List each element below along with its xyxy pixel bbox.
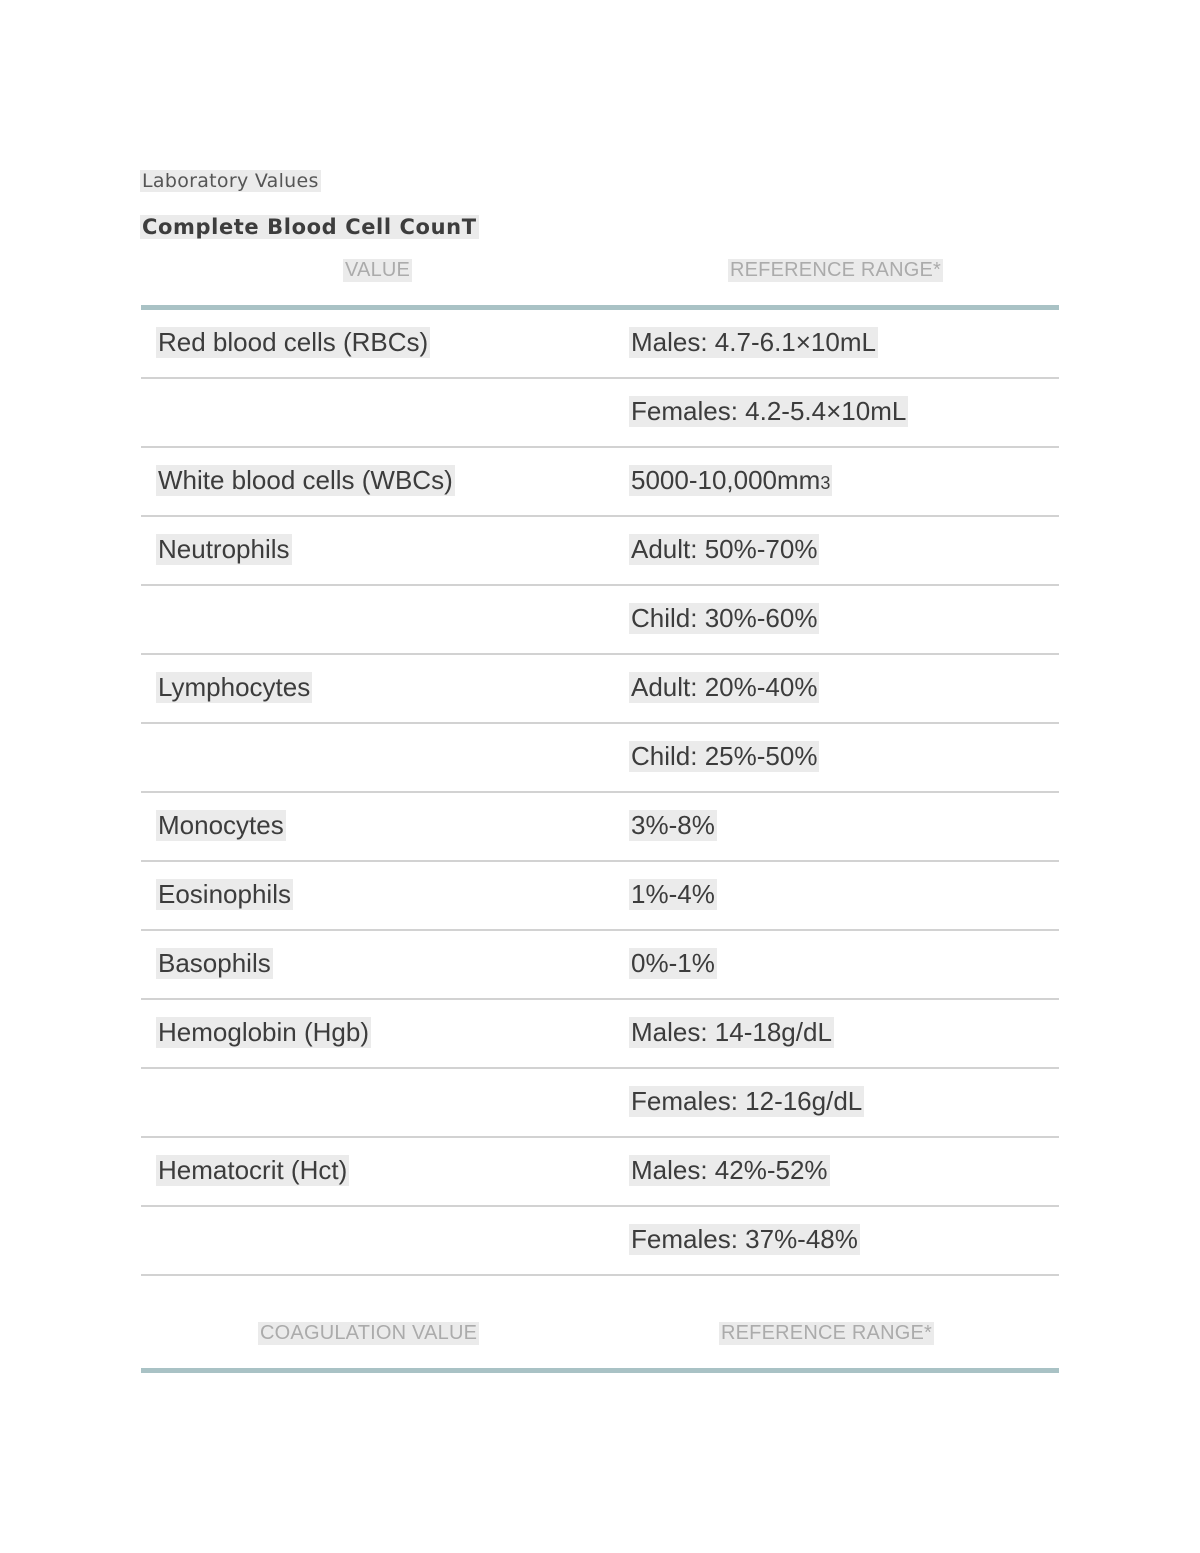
reference-range-column-header: REFERENCE RANGE* xyxy=(730,259,942,281)
reference-range: Females: 37%-48% xyxy=(631,1224,858,1254)
reference-range: Males: 14-18g/dL xyxy=(631,1017,832,1047)
reference-range-exponent: 3 xyxy=(820,473,831,493)
value-column-header: VALUE xyxy=(345,259,411,281)
lab-value-name: Red blood cells (RBCs) xyxy=(158,327,429,357)
table-row xyxy=(141,379,1059,448)
reference-range: Adult: 20%-40% xyxy=(631,672,818,702)
table-row xyxy=(141,931,1059,1000)
table-row xyxy=(141,1138,1059,1207)
reference-range-text: 5000-10,000mm xyxy=(631,465,821,495)
coagulation-reference-range-column-header: REFERENCE RANGE* xyxy=(721,1322,933,1344)
table-row xyxy=(141,517,1059,586)
table-row xyxy=(141,1000,1059,1069)
reference-range: 0%-1% xyxy=(631,948,715,978)
table-row xyxy=(141,310,1059,379)
cbc-table-header xyxy=(141,255,1059,310)
lab-value-name: Monocytes xyxy=(158,810,284,840)
table-row xyxy=(141,793,1059,862)
coagulation-table xyxy=(141,1318,1059,1373)
reference-range: Males: 4.7-6.1×10mL xyxy=(631,327,876,357)
reference-range: 3%-8% xyxy=(631,810,715,840)
reference-range: 1%-4% xyxy=(631,879,715,909)
lab-value-name: Basophils xyxy=(158,948,271,978)
lab-value-name: White blood cells (WBCs) xyxy=(158,465,453,495)
reference-range xyxy=(629,465,832,496)
coagulation-value-column-header: COAGULATION VALUE xyxy=(260,1322,478,1344)
lab-value-name: Lymphocytes xyxy=(158,672,311,702)
document-label: Laboratory Values xyxy=(142,170,319,192)
table-row xyxy=(141,448,1059,517)
table-row xyxy=(141,586,1059,655)
document-title: Complete Blood Cell CounT xyxy=(142,215,477,239)
table-row xyxy=(141,862,1059,931)
table-row xyxy=(141,655,1059,724)
cbc-table xyxy=(141,255,1059,1276)
lab-value-name: Hemoglobin (Hgb) xyxy=(158,1017,369,1047)
reference-range: Child: 25%-50% xyxy=(631,741,818,771)
reference-range: Adult: 50%-70% xyxy=(631,534,818,564)
reference-range: Males: 42%-52% xyxy=(631,1155,828,1185)
reference-range: Child: 30%-60% xyxy=(631,603,818,633)
reference-range: Females: 4.2-5.4×10mL xyxy=(631,396,907,426)
table-row xyxy=(141,1207,1059,1276)
reference-range: Females: 12-16g/dL xyxy=(631,1086,863,1116)
lab-value-name: Neutrophils xyxy=(158,534,290,564)
table-row xyxy=(141,1069,1059,1138)
lab-value-name: Eosinophils xyxy=(158,879,291,909)
lab-value-name: Hematocrit (Hct) xyxy=(158,1155,348,1185)
table-row xyxy=(141,724,1059,793)
coagulation-table-header xyxy=(141,1318,1059,1373)
